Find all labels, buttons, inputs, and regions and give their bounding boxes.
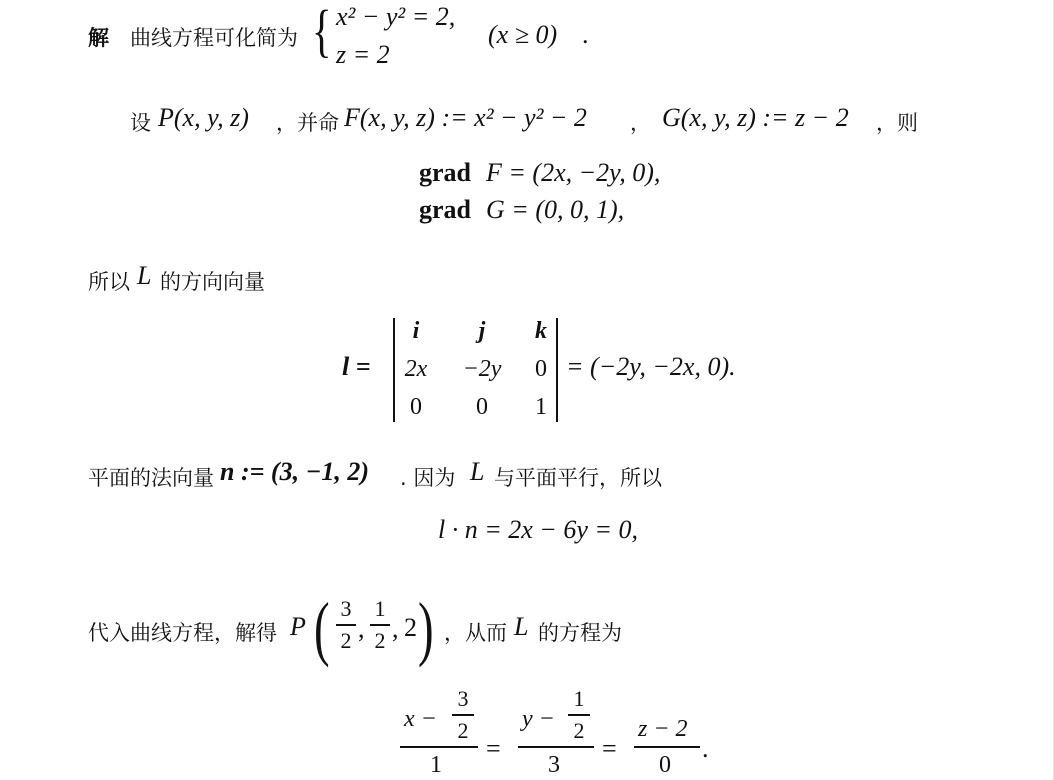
system-period: . [582, 20, 589, 49]
normal-text-c: 与平面平行，所以 [494, 466, 662, 490]
substitute-P: P [290, 612, 306, 641]
equation-period: . [702, 734, 709, 763]
substitute-text-c: 的方程为 [538, 621, 622, 645]
term2-numerator-left: y − [522, 706, 555, 732]
det-cell-j: j [478, 318, 486, 344]
fraction-1-2 [370, 596, 390, 654]
fraction-numerator: 1 [374, 596, 386, 621]
term3-denominator: 0 [659, 752, 671, 778]
term2-denominator: 3 [548, 752, 560, 778]
point-z-coordinate: 2 [404, 613, 417, 642]
normal-text-b: . 因为 [400, 466, 456, 490]
fraction-denominator: 2 [340, 627, 352, 653]
term1-denominator: 1 [430, 752, 442, 778]
G-definition: G(x, y, z) := z − 2 [662, 103, 849, 132]
point-P: P(x, y, z) [158, 103, 249, 132]
grad-G-label: grad [419, 195, 471, 224]
system-condition: (x ≥ 0) [488, 20, 558, 49]
normal-vector: n := (3, −1, 2) [220, 457, 370, 486]
substitute-text-b: ，从而 [444, 621, 507, 645]
grad-G-value: G = (0, 0, 1), [486, 195, 625, 224]
fraction-denominator: 2 [374, 627, 386, 653]
then-text: ，则 [876, 111, 918, 135]
substitute-text-a: 代入曲线方程，解得 [88, 621, 277, 645]
det-cell-0b: 0 [410, 394, 422, 420]
term3-fraction-bar [634, 746, 700, 748]
det-cell-0c: 0 [476, 394, 488, 420]
term1-numerator-left: x − [404, 706, 437, 732]
equals-1: = [486, 734, 501, 763]
fraction-numerator: 3 [340, 596, 352, 621]
determinant-lhs: l = [342, 352, 371, 381]
F-definition: F(x, y, z) := x² − y² − 2 [344, 103, 587, 132]
direction-L: L [137, 261, 152, 290]
term3-numerator: z − 2 [638, 716, 688, 742]
fraction-3-2 [336, 596, 356, 654]
solution-label: 解 [88, 26, 109, 50]
term2-inner-fraction: 1 2 [568, 686, 590, 744]
right-paren: ) [418, 588, 434, 668]
system-line-1: x² − y² = 2, [336, 2, 456, 31]
det-cell-2x: 2x [404, 356, 428, 382]
normal-text-a: 平面的法向量 [88, 466, 214, 490]
and-text: ，并命 [276, 111, 339, 135]
grad-F-value: F = (2x, −2y, 0), [486, 158, 661, 187]
comma-text: ， [630, 111, 651, 135]
dot-product-equation: l · n = 2x − 6y = 0, [438, 515, 638, 544]
normal-L: L [470, 457, 485, 486]
term1-fraction-bar [400, 746, 478, 748]
solution-page: 解 曲线方程可化简为 { x² − y² = 2, z = 2 (x ≥ 0) . 设 P(x, y, z) ，并命 F(x, y, z) := x² − y² − 2 ， G(x, y, z) := z − 2 ，则 grad F = (2x, −2y, 0), grad G = (0, 0, 1), 所以 L 的方向向量 l = i j k 2x −2y 0 0 0 1 = (−2y, −2x, 0). 平面的法向量 n := (3, −1, 2) . 因为 L 与平面平行，所以 l · n = 2x − 6y = 0, 代入曲线方程，解得 P ( 3 2 , 1 2 , 2 ) ，从而 L 的方程为 x − 3 2 1 = y − 1 2 3 = z − 2 0 . [0, 0, 1054, 780]
equals-2: = [602, 734, 617, 763]
system-line-2: z = 2 [336, 40, 390, 69]
det-cell-neg2y: −2y [462, 356, 502, 382]
det-cell-0: 0 [535, 356, 547, 382]
intro-text: 曲线方程可化简为 [130, 26, 298, 50]
direction-text-b: 的方向向量 [160, 270, 265, 294]
det-cell-k: k [535, 318, 547, 344]
grad-F-label: grad [419, 158, 471, 187]
det-cell-1: 1 [535, 394, 547, 420]
det-cell-i: i [412, 318, 420, 344]
term2-fraction-bar [518, 746, 594, 748]
term1-inner-fraction: 3 2 [452, 686, 474, 744]
direction-text-a: 所以 [88, 270, 130, 294]
substitute-L: L [514, 612, 529, 641]
determinant-rhs: = (−2y, −2x, 0). [566, 352, 736, 381]
let-text: 设 [130, 111, 151, 135]
left-paren: ( [314, 588, 330, 668]
left-brace: { [312, 0, 332, 63]
